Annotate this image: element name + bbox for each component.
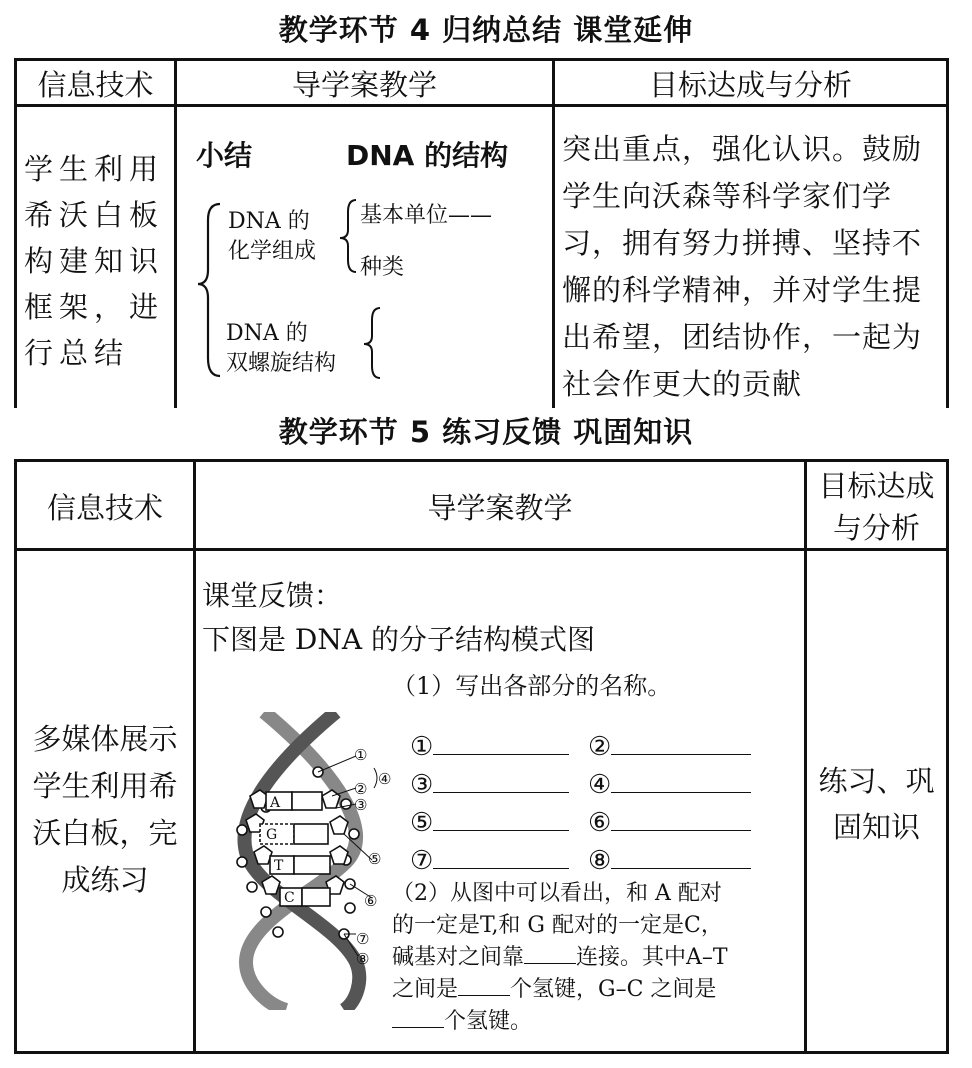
blank-label: ② xyxy=(588,732,612,762)
question-2 xyxy=(392,878,728,1038)
text-line xyxy=(392,974,728,1006)
question-1: （1）写出各部分的名称。 xyxy=(392,672,672,700)
text-span: 个氢键。 xyxy=(444,1009,533,1034)
text-line: 突出重点，强化认识。鼓励 xyxy=(562,132,923,166)
branch1-line1: DNA 的 xyxy=(228,209,310,234)
mark-7: ⑦ xyxy=(356,930,370,948)
text-line: 行总结 xyxy=(24,336,130,370)
base-a: A xyxy=(270,795,281,811)
summary-label: 小结 xyxy=(196,139,253,172)
text-line: 多媒体展示 xyxy=(32,722,178,756)
text-line: 学生向沃森等科学家们学 xyxy=(562,179,893,213)
header-guided-teaching: 导学案教学 xyxy=(291,68,437,102)
answer-blank-gc-bonds[interactable] xyxy=(392,1027,444,1028)
answer-blank-2[interactable] xyxy=(611,754,751,755)
base-c: C xyxy=(284,890,295,906)
header-goal-analysis: 目标达成与分析 xyxy=(648,68,852,102)
info-tech-text xyxy=(24,146,164,376)
mark-1: ① xyxy=(354,746,368,764)
text-line xyxy=(392,1006,728,1038)
mark-2: ② xyxy=(354,780,368,798)
mark-4: ④ xyxy=(378,770,392,788)
text-line: 成练习 xyxy=(61,863,149,897)
text-line: 懈的科学精神，并对学生提 xyxy=(562,273,923,307)
exercise-prompt: 下图是 DNA 的分子结构模式图 xyxy=(202,623,595,656)
header-info-tech: 信息技术 xyxy=(46,491,163,525)
text-line: 出希望，团结协作，一起为 xyxy=(562,320,923,354)
base-t: T xyxy=(274,858,284,874)
answer-blank-4[interactable] xyxy=(611,792,751,793)
answer-blank-5[interactable] xyxy=(433,830,569,831)
blank-label: ⑧ xyxy=(588,846,612,876)
summary-heading: DNA 的结构 xyxy=(346,139,509,172)
text-line: 的一定是T,和 G 配对的一定是C， xyxy=(392,913,723,938)
base-g: G xyxy=(266,827,278,843)
header-goal-line1: 目标达成 xyxy=(818,469,935,503)
text-span: 个氢键，G–C 之间是 xyxy=(510,977,717,1002)
text-span: 连接。其中A–T xyxy=(576,945,728,970)
text-line: 固知识 xyxy=(832,810,920,844)
text-line: 学生利用 xyxy=(24,152,165,186)
blank-label: ① xyxy=(410,732,434,762)
mark-3: ③ xyxy=(354,796,368,814)
sub-types: 种类 xyxy=(360,255,405,280)
feedback-label: 课堂反馈： xyxy=(202,579,343,612)
branch1-line2: 化学组成 xyxy=(228,239,317,264)
text-line: 框架，进 xyxy=(24,290,165,324)
blank-label: ③ xyxy=(410,770,434,800)
text-line: 构建知识 xyxy=(24,244,165,278)
answer-blank-6[interactable] xyxy=(611,830,751,831)
goal-text xyxy=(807,758,946,850)
text-line xyxy=(392,942,728,974)
text-line: 练习、巩 xyxy=(818,764,935,798)
answer-blank-1[interactable] xyxy=(433,754,569,755)
branch2-line2: 双螺旋结构 xyxy=(226,351,337,376)
blank-label: ⑥ xyxy=(588,808,612,838)
header-guided-teaching: 导学案教学 xyxy=(427,491,573,525)
text-span: 之间是 xyxy=(392,977,459,1002)
text-line: 习，拥有努力拼搏、坚持不 xyxy=(562,226,923,260)
mark-6: ⑥ xyxy=(364,892,378,910)
text-line: 学生利用希 xyxy=(32,769,178,803)
branch2-line1: DNA 的 xyxy=(226,321,308,346)
answer-blank-7[interactable] xyxy=(433,868,569,869)
text-line: （2）从图中可以看出，和 A 配对 xyxy=(392,881,722,906)
goal-text xyxy=(562,126,922,408)
blank-label: ④ xyxy=(588,770,612,800)
header-goal-line2: 与分析 xyxy=(832,511,920,545)
answer-blank-at-bonds[interactable] xyxy=(458,995,510,996)
section5-title: 教学环节 5 练习反馈 巩固知识 xyxy=(278,415,694,449)
text-line: 社会作更大的贡献 xyxy=(562,367,803,401)
mark-5: ⑤ xyxy=(368,850,382,868)
text-line: 沃白板，完 xyxy=(32,816,178,850)
section4-title: 教学环节 4 归纳总结 课堂延伸 xyxy=(278,13,694,47)
sub-basic-unit: 基本单位—— xyxy=(360,203,493,228)
blank-label: ⑤ xyxy=(410,808,434,838)
answer-blank-bond-type[interactable] xyxy=(524,963,576,964)
blank-label: ⑦ xyxy=(410,846,434,876)
header-info-tech: 信息技术 xyxy=(37,68,154,102)
text-line: 希沃白板 xyxy=(24,198,165,232)
answer-blank-3[interactable] xyxy=(433,792,569,793)
text-span: 碱基对之间靠 xyxy=(392,945,525,970)
info-tech-text xyxy=(17,716,193,904)
dna-structure-diagram xyxy=(226,712,396,1010)
mark-8: ⑧ xyxy=(356,950,370,968)
answer-blank-8[interactable] xyxy=(611,868,751,869)
